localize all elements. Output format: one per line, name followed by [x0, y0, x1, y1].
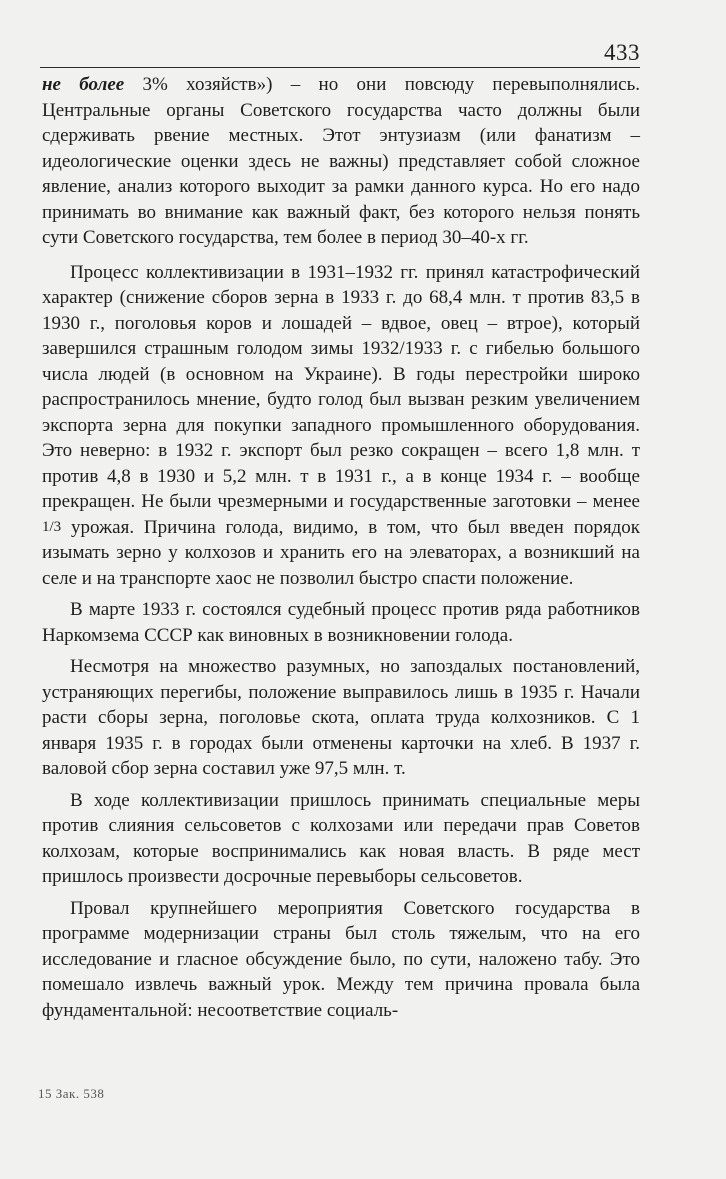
paragraph-2-text-after: урожая. Причина голода, видимо, в том, что был введен порядок изымать зерно у колхозов и хранить его на элеваторах, а возникший на селе и на транспорте хаос не позволил быстро спасти положение. [42, 516, 640, 589]
printer-signature: 15 Зак. 538 [38, 1086, 105, 1101]
paragraph-2 [42, 260, 640, 592]
paragraph-6: Провал крупнейшего мероприятия Советского государства в программе модернизации страны был столь тяжелым, что на его исследование и гласное обсуждение было, по сути, наложено табу. Это помешало извлечь важный урок. Между тем причина провала была фундаментальной: несоответствие социаль- [42, 897, 640, 1021]
paragraph-4: Несмотря на множество разумных, но запоздалых постановлений, устраняющих перегибы, положение выправилось лишь в 1935 г. Начали расти сборы зерна, поголовье скота, оплата труда колхозников. С 1 января 1935 г. в городах были отменены карточки на хлеб. В 1937 г. валовой сбор зерна составил уже 97,5 млн. т. [42, 656, 640, 779]
paragraph-3: В марте 1933 г. состоялся судебный процесс против ряда работников Наркомзема СССР как виновных в возникновении голода. [42, 599, 640, 646]
paragraph-1-emphasis: не более [42, 74, 125, 95]
paragraph-1 [42, 72, 640, 251]
header-rule [40, 67, 640, 68]
paragraph-1-text: 3% хозяйств») – но они повсюду перевыполнялись. Центральные органы Советского государства часто должны были сдерживать рвение местных. Этот энтузиазм (или фанатизм – идеологические оценки здесь не важны) представляет собой сложное явление, анализ которого выходит за рамки данного курса. Но его надо принимать во внимание как важный факт, без которого нельзя понять сути Советского государства, тем более в период 30–40-х гг. [42, 74, 640, 248]
paragraph-2-fraction: 1/3 [42, 518, 62, 535]
body-text [42, 72, 640, 1023]
page-number: 433 [604, 40, 640, 65]
paragraph-2-text-before: Процесс коллективизации в 1931–1932 гг. принял катастрофический характер (снижение сборов зерна в 1933 г. до 68,4 млн. т против 83,5 в 1930 г., поголовья коров и лошадей – вдвое, овец – втрое), который завершился страшным голодом зимы 1932/1933 г. с гибелью большого числа людей (в основном на Украине). В годы перестройки широко распространилось мнение, будто голод был вызван резким увеличением экспорта зерна для покупки западного промышленного оборудования. Это неверно: в 1932 г. экспорт был резко сокращен – всего 1,8 млн. т против 4,8 в 1930 и 5,2 млн. т в 1931 г., а в конце 1934 г. – вообще прекращен. Не были чрезмерными и государственные заготовки – менее [42, 261, 640, 512]
paragraph-5: В ходе коллективизации пришлось принимать специальные меры против слияния сельсоветов с колхозами или передачи прав Советов колхозам, которые воспринимались как новая власть. В ряде мест пришлось произвести досрочные перевыборы сельсоветов. [42, 789, 640, 887]
